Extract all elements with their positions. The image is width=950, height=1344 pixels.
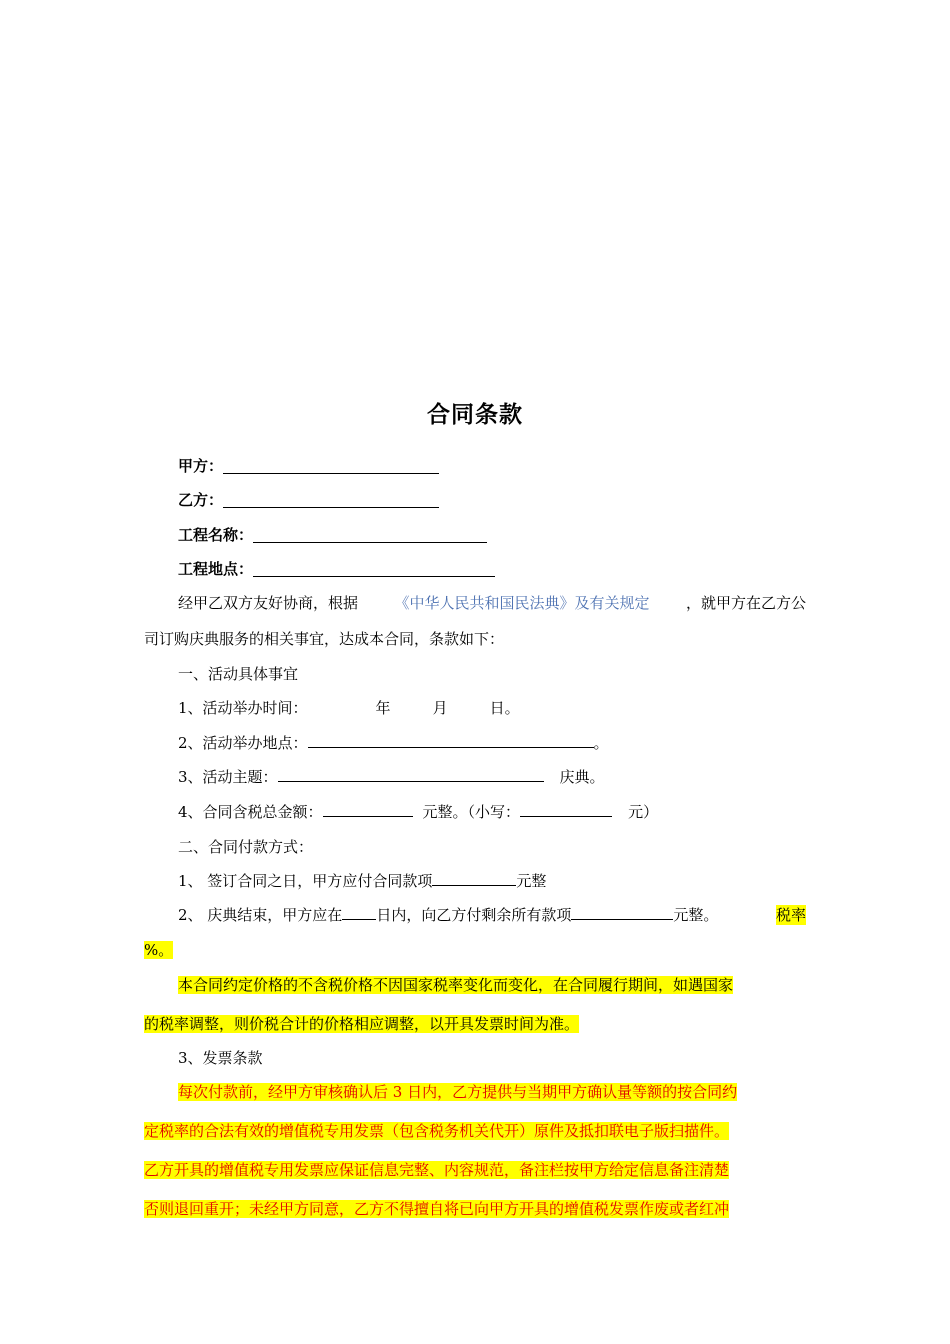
- total-amount-line: [178, 802, 658, 822]
- payment-item-1-end: 元整: [516, 872, 547, 890]
- total-amount-mid: 元整。（小写：: [422, 803, 521, 821]
- payment-remaining-blank[interactable]: [571, 905, 673, 920]
- tax-rate-end: %。: [144, 941, 174, 959]
- activity-theme-label: 3、活动主题：: [178, 768, 278, 786]
- tax-rate-label: 税率: [775, 906, 806, 924]
- total-amount-label: 4、合同含税总金额：: [178, 803, 323, 821]
- payment-item-2: [178, 905, 806, 925]
- payment-item-1-blank[interactable]: [432, 871, 516, 886]
- total-amount-end: 元）: [628, 803, 659, 821]
- intro-line-2: 司订购庆典服务的相关事宜，达成本合同，条款如下：: [144, 630, 505, 648]
- intro-text-a: 经甲乙双方友好协商，根据: [178, 594, 359, 612]
- payment-item-2-text-b: 日内，向乙方付剩余所有款项: [376, 906, 572, 924]
- tax-rate-end-line: [144, 940, 173, 960]
- month-label: 月: [432, 699, 448, 717]
- project-name-label: 工程名称：: [178, 526, 254, 544]
- intro-line-1: [178, 593, 806, 613]
- price-note-line-1: [178, 975, 733, 995]
- activity-theme-blank[interactable]: [278, 767, 544, 782]
- total-amount-blank[interactable]: [323, 802, 413, 817]
- project-name-field: [178, 524, 487, 545]
- activity-location-blank[interactable]: [308, 733, 594, 748]
- activity-theme-line: [178, 767, 605, 787]
- activity-location-end: 。: [593, 734, 609, 752]
- party-a-blank[interactable]: [223, 472, 439, 474]
- price-note-line-2: [144, 1014, 579, 1034]
- price-note-text-1: 本合同约定价格的不含税价格不因国家税率变化而变化，在合同履行期间，如遇国家: [178, 976, 734, 994]
- payment-item-1: [178, 871, 546, 891]
- project-location-blank[interactable]: [253, 575, 495, 577]
- price-note-text-2: 的税率调整，则价税合计的价格相应调整，以开具发票时间为准。: [144, 1015, 580, 1033]
- project-location-label: 工程地点：: [178, 560, 254, 578]
- invoice-heading: 3、发票条款: [178, 1049, 263, 1067]
- payment-item-1-text: 1、 签订合同之日，甲方应付合同款项: [178, 872, 433, 890]
- project-name-blank[interactable]: [253, 541, 487, 543]
- invoice-text-1: 每次付款前，经甲方审核确认后 3 日内，乙方提供与当期甲方确认量等额的按合同约: [178, 1083, 738, 1101]
- section-2-heading: 二、合同付款方式：: [178, 838, 314, 856]
- invoice-line-1: [178, 1082, 737, 1102]
- section-1-heading: 一、活动具体事宜: [178, 665, 299, 683]
- party-b-blank[interactable]: [223, 506, 439, 508]
- party-a-field: [178, 455, 439, 476]
- invoice-line-2: [144, 1121, 729, 1141]
- payment-days-blank[interactable]: [342, 905, 376, 920]
- invoice-text-4: 否则退回重开；未经甲方同意，乙方不得擅自将已向甲方开具的增值税发票作废或者红冲: [144, 1200, 730, 1218]
- payment-item-2-text-a: 2、 庆典结束，甲方应在: [178, 906, 343, 924]
- activity-theme-end: 庆典。: [559, 768, 605, 786]
- invoice-line-3: [144, 1160, 729, 1180]
- activity-location-line: [178, 733, 609, 753]
- activity-time-label: 1、活动举办时间：: [178, 699, 308, 717]
- activity-time-line: [178, 698, 520, 718]
- invoice-line-4: [144, 1199, 729, 1219]
- invoice-text-3: 乙方开具的增值税专用发票应保证信息完整、内容规范，备注栏按甲方给定信息备注清楚: [144, 1161, 730, 1179]
- party-a-label: 甲方：: [178, 457, 224, 475]
- party-b-field: [178, 489, 439, 510]
- page-title: 合同条款: [427, 402, 523, 428]
- project-location-field: [178, 558, 495, 579]
- payment-item-2-group: [178, 905, 718, 925]
- party-b-label: 乙方：: [178, 491, 224, 509]
- invoice-text-2: 定税率的合法有效的增值税专用发票（包含税务机关代开）原件及抵扣联电子版扫描件。: [144, 1122, 730, 1140]
- payment-item-2-text-c: 元整。: [673, 906, 719, 924]
- activity-location-label: 2、活动举办地点：: [178, 734, 308, 752]
- total-amount-small-blank[interactable]: [520, 802, 612, 817]
- intro-text-b: ，就甲方在乙方公: [685, 594, 806, 612]
- year-label: 年: [375, 699, 391, 717]
- law-reference: 《中华人民共和国民法典》及有关规定: [394, 594, 650, 612]
- day-label: 日。: [489, 699, 520, 717]
